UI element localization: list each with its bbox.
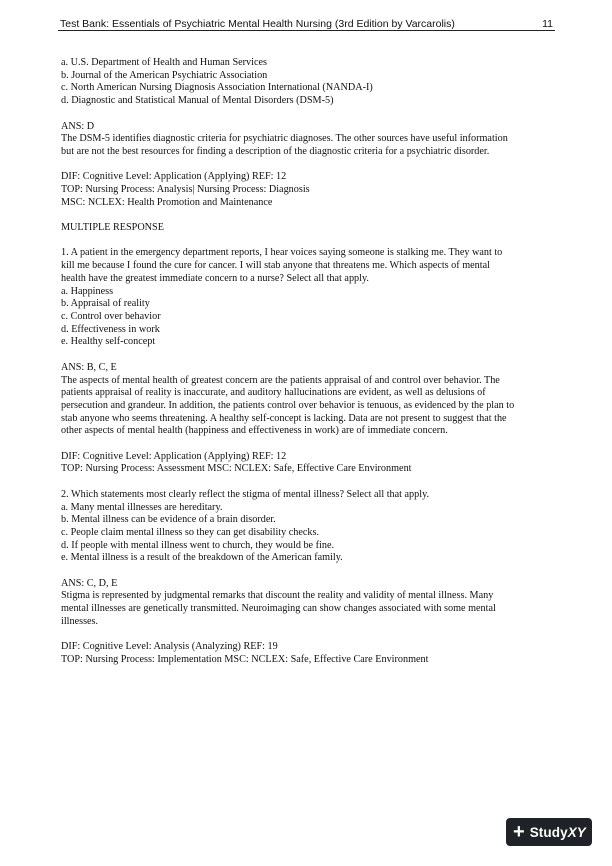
q2-meta-line: DIF: Cognitive Level: Analysis (Analyzing) REF: 19 xyxy=(61,641,278,653)
page-header xyxy=(58,14,555,31)
q2-rationale-line: illnesses. xyxy=(61,615,99,627)
prev-meta-line: TOP: Nursing Process: Analysis| Nursing Process: Diagnosis xyxy=(61,184,310,195)
q1-stem-line: health have the greatest immediate concern to a nurse? Select all that apply. xyxy=(61,272,369,284)
q1-rationale-line: persecution and grandeur. In addition, the patients control over behavior is tenuous, as evidenced by the plan to xyxy=(61,399,515,411)
q1-option-a: a. Happiness xyxy=(61,285,114,297)
q2-option-d: d. If people with mental illness went to church, they would be fine. xyxy=(61,539,335,551)
q1-meta-line: TOP: Nursing Process: Assessment MSC: NCLEX: Safe, Effective Care Environment xyxy=(61,463,412,475)
prev-rationale-line: but are not the best resources for finding a description of the diagnostic criteria for a psychiatric disorder. xyxy=(61,145,490,157)
q1-meta-line: DIF: Cognitive Level: Application (Applying) REF: 12 xyxy=(61,450,287,462)
option-d: d. Diagnostic and Statistical Manual of Mental Disorders (DSM-5) xyxy=(61,95,334,107)
q2-meta-line: TOP: Nursing Process: Implementation MSC: NCLEX: Safe, Effective Care Environment xyxy=(61,653,429,665)
q2-option-a: a. Many mental illnesses are hereditary. xyxy=(61,501,223,513)
q1-rationale-line: other aspects of mental health (happiness and effectiveness in work) are of immediate concern. xyxy=(61,425,448,437)
q2-option-b: b. Mental illness can be evidence of a brain disorder. xyxy=(61,514,276,526)
q1-option-c: c. Control over behavior xyxy=(61,311,161,322)
q2-answer: ANS: C, D, E xyxy=(61,577,118,589)
q2-option-e: e. Mental illness is a result of the breakdown of the American family. xyxy=(61,552,343,564)
header-title: Test Bank: Essentials of Psychiatric Mental Health Nursing (3rd Edition by Varcarolis) xyxy=(60,18,455,30)
q1-stem-line: 1. A patient in the emergency department reports, I hear voices saying someone is stalking me. They want to xyxy=(61,247,503,259)
plus-icon: + xyxy=(513,821,525,843)
prev-rationale-line: The DSM-5 identifies diagnostic criteria for psychiatric diagnoses. The other sources have useful information xyxy=(61,133,508,145)
studyxy-badge[interactable] xyxy=(506,818,592,846)
q2-rationale-line: Stigma is represented by judgmental remarks that discount the reality and validity of mental illness. Many xyxy=(61,590,494,602)
q1-option-e: e. Healthy self-concept xyxy=(61,336,156,348)
q1-option-d: d. Effectiveness in work xyxy=(61,323,160,335)
prev-question-options xyxy=(61,57,549,108)
q1-answer: ANS: B, C, E xyxy=(61,361,117,373)
q1-rationale-line: The aspects of mental health of greatest concern are the patients appraisal of and control over behavior. The xyxy=(61,374,500,386)
brand-name: Study xyxy=(529,824,568,840)
option-a: a. U.S. Department of Health and Human Services xyxy=(61,57,267,68)
brand-suffix: XY xyxy=(567,824,586,840)
q1-rationale-line: patients appraisal of reality is inaccurate, and auditory hallucinations are evident, as well as delusions of xyxy=(61,387,486,399)
prev-answer: ANS: D xyxy=(61,120,95,132)
page-number: 11 xyxy=(542,18,553,30)
q2-rationale-line: mental illnesses are genetically transmitted. Neuroimaging can show changes associated with some mental xyxy=(61,603,496,615)
document-body xyxy=(61,57,549,667)
q1-rationale-line: stab anyone who seems threatening. A healthy self-concept is lacking. Data are not present to suggest that the xyxy=(61,412,507,424)
prev-meta-line: MSC: NCLEX: Health Promotion and Maintenance xyxy=(61,196,273,208)
prev-meta-line: DIF: Cognitive Level: Application (Applying) REF: 12 xyxy=(61,171,287,183)
q1-stem-line: kill me because I found the cure for cancer. I will stab anyone that threatens me. Which aspects of mental xyxy=(61,260,490,272)
brand-logo-text xyxy=(530,825,586,840)
q1-option-b: b. Appraisal of reality xyxy=(61,298,150,310)
option-c: c. North American Nursing Diagnosis Association International (NANDA-I) xyxy=(61,82,373,94)
section-title: MULTIPLE RESPONSE xyxy=(61,222,164,234)
q2-stem-line: 2. Which statements most clearly reflect the stigma of mental illness? Select all that apply. xyxy=(61,488,430,500)
option-b: b. Journal of the American Psychiatric Association xyxy=(61,69,268,81)
q2-option-c: c. People claim mental illness so they can get disability checks. xyxy=(61,526,320,538)
